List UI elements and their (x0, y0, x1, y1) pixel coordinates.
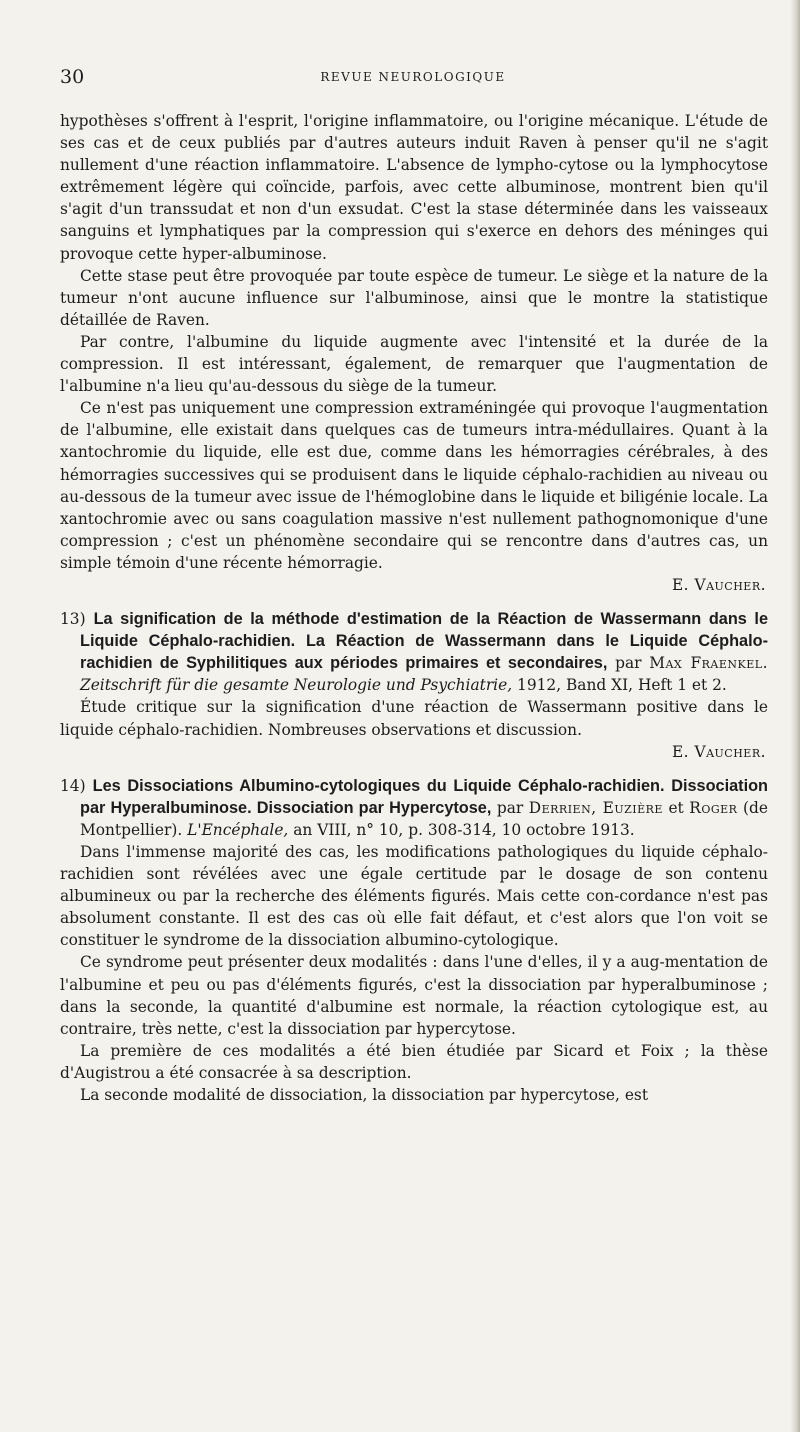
paragraph: La première de ces modalités a été bien étudiée par Sicard et Foix ; la thèse d'Augistrou a été consacrée à sa description. (60, 1041, 768, 1082)
par-word: par (615, 654, 642, 673)
paragraph: Ce syndrome peut présenter deux modalités : dans l'une d'elles, il y a aug-mentation de l'albumine et peu ou pas d'éléments figurés, c'est la dissociation par hyperalbuminose ; dans la seconde, la quantité d'albumine est normale, la réaction cytologique est, au contraire, très nette, c'est la dissociation par hypercytose. (60, 953, 768, 1038)
entry-number: 14) (60, 776, 86, 795)
entry-title: La signification de la méthode d'estimation de la Réaction de Wassermann dans le Liquide Céphalo-rachidien. La Réaction de Wassermann dans le Liquide Céphalo-rachidien de Syphilitiques aux périodes primaires et secondaires, (80, 610, 768, 673)
page-number: 30 (60, 66, 85, 88)
paragraph: Cette stase peut être provoquée par toute espèce de tumeur. Le siège et la nature de la tumeur n'ont aucune influence sur l'albuminose, ainsi que le montre la statistique détaillée de Raven. (60, 266, 768, 329)
entry-details: 1912, Band XI, Heft 1 et 2. (517, 676, 727, 695)
signature: E. Vaucher. (671, 575, 766, 594)
paragraph: Ce n'est pas uniquement une compression extraméningée qui provoque l'augmentation de l'albumine, elle existait dans quelques cas de tumeurs intra-médullaires. Quant à la xantochromie du liquide, elle est due, comme dans les hémorragies cérébrales, à des hémorragies successives qui se produisent dans le liquide céphalo-rachidien au niveau ou au-dessous de la tumeur avec issue de l'hémoglobine dans le liquide et biligénie locale. La xantochromie avec ou sans coagulation massive n'est nullement pathognomonique d'une compression ; c'est un phénomène secondaire qui se rencontre dans d'autres cas, un simple témoin d'une récente hémorragie. (60, 399, 768, 572)
entry-number: 13) (60, 610, 86, 629)
paragraph: hypothèses s'offrent à l'esprit, l'origine inflammatoire, ou l'origine mécanique. L'étude de ses cas et de ceux publiés par d'autres auteurs induit Raven à penser qu'il ne s'agit nullement d'une réaction inflammatoire. L'absence de lympho-cytose ou la lymphocytose extrêmement légère qui coïncide, parfois, avec cette albuminose, montrent bien qu'il s'agit d'un transsudat et non d'un exsudat. C'est la stase déterminée dans les vaisseaux sanguins et lymphatiques par la compression qui s'exerce en dehors des méninges qui provoque cette hyper-albuminose. (60, 112, 768, 263)
entry-details: an VIII, n° 10, p. 308-314, 10 octobre 1913. (293, 820, 635, 839)
entry-13-heading (60, 608, 768, 696)
entry-journal: L'Encéphale, (187, 820, 289, 839)
running-title: REVUE NEUROLOGIQUE (320, 70, 506, 84)
par-word: par (496, 798, 524, 817)
entry-affiliation: (de Montpellier). (80, 798, 768, 839)
et-word: et (668, 798, 684, 817)
paragraph: Étude critique sur la signification d'une réaction de Wassermann positive dans le liquide céphalo-rachidien. Nombreuses observations et discussion. (60, 698, 768, 739)
entry-14-heading (60, 775, 768, 841)
paragraph: La seconde modalité de dissociation, la dissociation par hypercytose, est (80, 1086, 649, 1105)
entry-journal: Zeitschrift für die gesamte Neurologie und Psychiatrie, (80, 676, 513, 695)
entry-title: Les Dissociations Albumino-cytologiques du Liquide Céphalo-rachidien. Dissociation par Hyperalbuminose. Dissociation par Hypercytose, (80, 776, 768, 817)
paragraph: Par contre, l'albumine du liquide augmente avec l'intensité et la durée de la compression. Il est intéressant, également, de remarquer que l'augmentation de l'albumine n'a lieu qu'au-dessous du siège de la tumeur. (60, 332, 768, 396)
signature: E. Vaucher. (671, 742, 766, 761)
page-body (60, 110, 768, 1106)
page-edge-shadow (790, 0, 800, 1432)
entry-author: Max Fraenkel. (649, 654, 768, 673)
entry-author: Roger (689, 798, 738, 817)
entry-authors: Derrien, Euzière (528, 798, 663, 817)
page-header (60, 66, 766, 92)
paragraph: Dans l'immense majorité des cas, les modifications pathologiques du liquide céphalo-rachidien sont révélées avec une égale certitude par le dosage de son contenu albumineux ou par la recherche des éléments figurés. Mais cette con-cordance n'est pas absolument constante. Il est des cas où elle fait défaut, et c'est alors que l'on voit se constituer le syndrome de la dissociation albumino-cytologique. (60, 843, 768, 950)
